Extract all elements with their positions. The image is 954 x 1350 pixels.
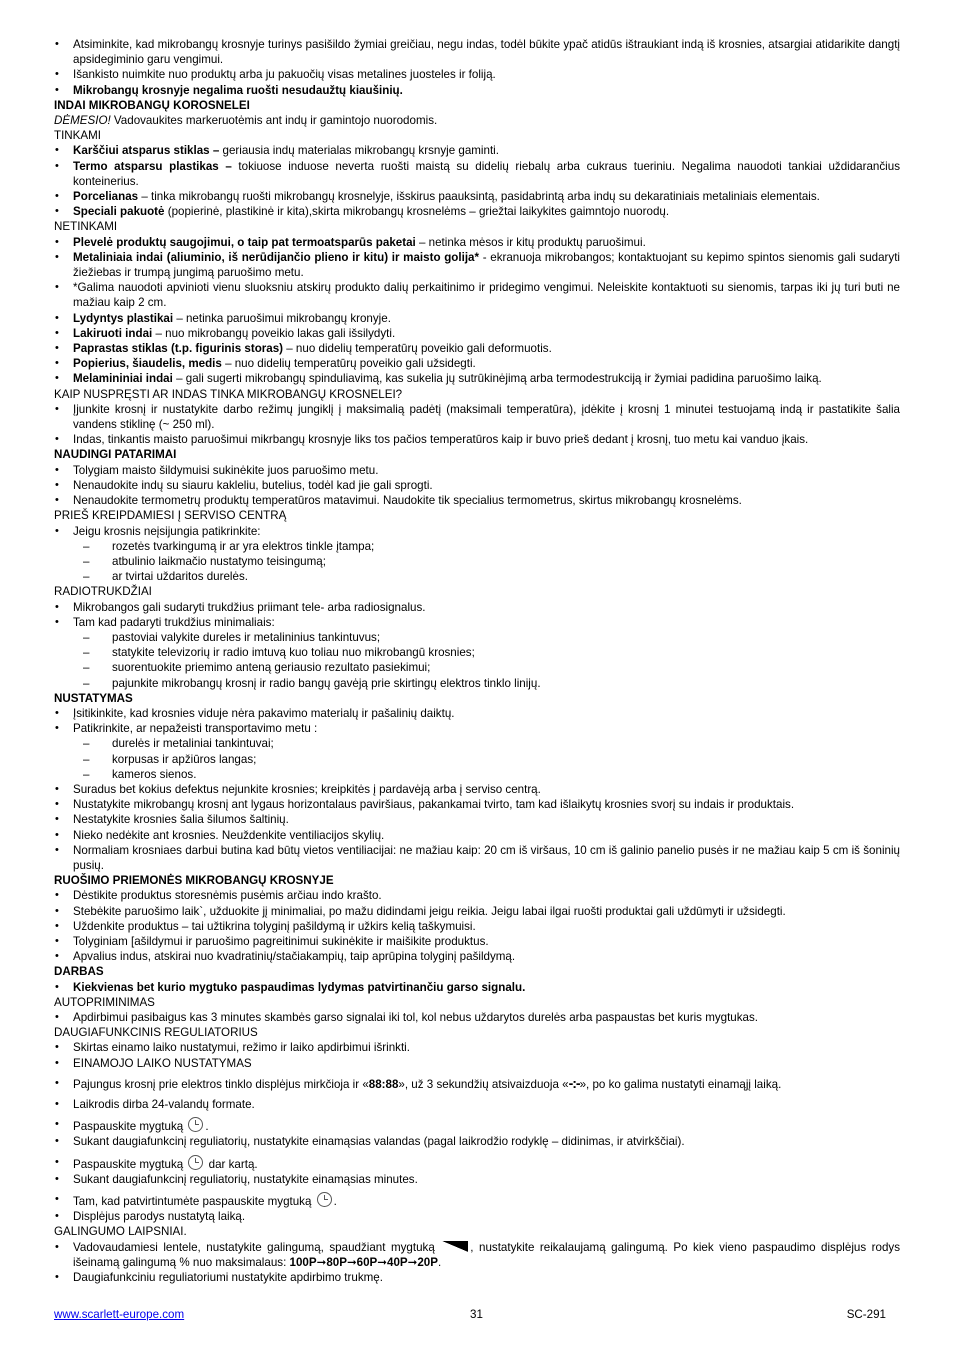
- section-heading: NUSTATYMAS: [54, 691, 133, 705]
- page-footer: [54, 1307, 900, 1323]
- bullet-item: • Lakiruoti indai – nuo mikrobangų poveikio lakas gali išsilydyti.: [54, 326, 900, 341]
- paragraph: RADIOTRUKDŽIAI: [54, 585, 152, 599]
- clock-icon: [317, 1192, 332, 1207]
- bullet-item: • Nestatykite krosnies šalia šilumos šaltinių.: [54, 812, 900, 827]
- page-number: 31: [470, 1308, 483, 1321]
- clock-icon: [188, 1155, 203, 1170]
- sub-item: – ar tvirtai uždaritos durelės.: [54, 569, 900, 584]
- sub-item: – korpusas ir apžiūros langas;: [54, 752, 900, 767]
- bullet-item: • Stebėkite paruošimo laik`, užduokite jį minimaliai, po mažu didindami jeigu reikia. Jeigu labai ilgai ruošti produktai gali uždūmyti ir užsidegti.: [54, 904, 900, 919]
- section-heading: RUOŠIMO PRIEMONĖS MIKROBANGŲ KROSNYJE: [54, 874, 334, 888]
- bullet-item: • Nenaudokite termometrų produktų temperatūros matavimui. Naudokite tik specialius termometrus, skirtus mikrobangų krosnelėms.: [54, 493, 900, 508]
- bullet-item: • Lydyntys plastikai – netinka paruošimui mikrobangų kronyje.: [54, 311, 900, 326]
- bullet-item: • Nieko nedėkite ant krosnies. Neuždenkite ventiliacijos skylių.: [54, 828, 900, 843]
- bullet-item: • EINAMOJO LAIKO NUSTATYMAS: [54, 1056, 900, 1071]
- bullet-item: • Termo atsparsu plastikas – tokiuose induose neverta ruošti maistą su didelių riebalų arba cukraus tueriniu. Negalima nauodoti tankiai uždidarančius konteinerius.: [54, 159, 900, 189]
- power-level-icon: [442, 1241, 468, 1252]
- bullet-item: • Daugiafunkciniu reguliatoriumi nustatykite apdirbimo trukmę.: [54, 1270, 900, 1285]
- bullet-item: • Tolyginiam [ašildymui ir paruošimo pagreitinimui sukinėkite ir maišikite produktus.: [54, 934, 900, 949]
- sub-item: – rozetės tvarkingumą ir ar yra elektros tinkle įtampa;: [54, 539, 900, 554]
- bullet-item: • Apdirbimui pasibaigus kas 3 minutes skambės garso signalai iki tol, kol nebus uždarytos durelės arba paspaustas bet kuris mygtukas.: [54, 1010, 900, 1025]
- bullet-item: • Vadovaudamiesi lentele, nustatykite galingumą, spaudžiant mygtuką , nustatykite reikalaujamą galingumą. Po kiek vieno paspaudimo displėjus rodys išeinamą galingumą % nuo maksimalaus: 100P➞80P➞60P➞40P➞20P.: [54, 1240, 900, 1270]
- bullet-item: • Sukant daugiafunkcinį reguliatorių, nustatykite einamąsias minutes.: [54, 1172, 900, 1187]
- bullet-item: • Uždenkite produktus – tai užtikrina tolyginį pašildymą ir užkirs kelią taškymuisi.: [54, 919, 900, 934]
- bullet-item: • Mikrobangų krosnyje negalima ruošti nesudaužtų kiaušinių.: [54, 83, 900, 98]
- bullet-item: • Nustatykite mikrobangų krosnį ant lygaus horizontalaus paviršiaus, pakankamai tvirto, tam kad išlaikytų krosnies svorį su indais ir produktais.: [54, 797, 900, 812]
- bullet-item: • Porcelianas – tinka mikrobangų ruošti mikrobangų krosnelyje, išskirus paauksintą, pasidabrintą arba indų su dekaratiniais metaliniais elementais.: [54, 189, 900, 204]
- bullet-item: • Pajungus krosnį prie elektros tinklo displėjus mirkčioja ir «88:88», už 3 sekundžių atsivaizduoja «-:-», po ko galima nustatyti einamąjį laiką.: [54, 1076, 900, 1092]
- bullet-item: • Paprastas stiklas (t.p. figurinis storas) – nuo didelių temperatūrų poveikio gali deformuotis.: [54, 341, 900, 356]
- bullet-item: • Indas, tinkantis maisto paruošimui mikrbangų krosnyje liks tos pačios temperatūros kaip ir buvo prieš dedant į krosnį, tuo metu kai vanduo įkais.: [54, 432, 900, 447]
- bullet-item: • Popierius, šiaudelis, medis – nuo didelių temperatūrų poveikio gali užsidegti.: [54, 356, 900, 371]
- paragraph: GALINGUMO LAIPSNIAI.: [54, 1225, 187, 1239]
- section-heading: NAUDINGI PATARIMAI: [54, 448, 177, 462]
- paragraph: NETINKAMI: [54, 220, 118, 234]
- bullet-item: • Laikrodis dirba 24-valandų formate.: [54, 1097, 900, 1112]
- bullet-item: • Mikrobangos gali sudaryti trukdžius priimant tele- arba radiosignalus.: [54, 600, 900, 615]
- clock-icon: [188, 1117, 203, 1132]
- paragraph: AUTOPRIMINIMAS: [54, 995, 155, 1009]
- sub-item: – durelės ir metaliniai tankintuvai;: [54, 736, 900, 751]
- sub-item: – suorentuokite priemimo anteną geriausio rezultato pasiekimui;: [54, 660, 900, 675]
- bullet-item: • Įsitikinkite, kad krosnies viduje nėra pakavimo materialų ir pašalinių daiktų.: [54, 706, 900, 721]
- website-link[interactable]: www.scarlett-europe.com: [54, 1308, 185, 1321]
- bullet-item: • *Galima nauodoti apvinioti vienu sluoksniu atskirų produkto dalių perkaitinimo ir pridegimo vengimui. Neleiskite kontaktuoti su sienomis, tarpas iki jų turi buti ne mažiau kaip 2 cm.: [54, 280, 900, 310]
- bullet-item: • Plevelė produktų saugojimui, o taip pat termoatsparūs paketai – netinka mėsos ir kitų produktų paruošimui.: [54, 235, 900, 250]
- bullet-item: • Paspauskite mygtuką dar kartą.: [54, 1155, 900, 1172]
- bullet-item: • Tolygiam maisto šildymuisi sukinėkite juos paruošimo metu.: [54, 463, 900, 478]
- bullet-item: • Displėjus parodys nustatytą laiką.: [54, 1209, 900, 1224]
- paragraph: DĖMESIO! Vadovaukites markeruotėmis ant indų ir gamintojo nuorodomis.: [54, 114, 438, 128]
- sub-item: – statykite televizorių ir radio imtuvą kuo toliau nuo mikrobangū krosnies;: [54, 645, 900, 660]
- bullet-item: • Metaliniaia indai (aliuminio, iš nerūdijančio plieno ir kitu) ir maisto golija* - ekranuoja mikrobangos; kontaktuojant su kepimo spintos sienomis gali sudaryti žiežiebas ir trumpą jungimą paruošimo metu.: [54, 250, 900, 280]
- section-heading: DARBAS: [54, 965, 104, 979]
- bullet-item: • Suradus bet kokius defektus nejunkite krosnies; kreipkitės į pardavėją arba į serviso centrą.: [54, 782, 900, 797]
- sub-item: – atbulinio laikmačio nustatymo teisingumą;: [54, 554, 900, 569]
- bullet-item: • Melamininiai indai – gali sugerti mikrobangų spinduliavimą, kas sukelia jų sutrūkinėjimą arba termodestrukciją ir žymiai padidina paruošimo laiką.: [54, 371, 900, 386]
- bullet-item: • Tam, kad patvirtintumėte paspauskite mygtuką .: [54, 1192, 900, 1209]
- document-body: [54, 37, 900, 1285]
- sub-item: – pajunkite mikrobangų krosnį ir radio bangų gavėją prie skirtingų elektros tinklo linijų.: [54, 676, 900, 691]
- bullet-item: • Sukant daugiafunkcinį reguliatorių, nustatykite einamąsias valandas (pagal laikrodžio rodyklę – didinimas, ir atvirkščiai).: [54, 1134, 900, 1149]
- sub-item: – pastoviai valykite dureles ir metalininius tankintuvus;: [54, 630, 900, 645]
- paragraph: KAIP NUSPRĘSTI AR INDAS TINKA MIKROBANGŲ KROSNELEI?: [54, 387, 403, 401]
- bullet-item: • Kiekvienas bet kurio mygtuko paspaudimas lydymas patvirtinančiu garso signalu.: [54, 980, 900, 995]
- section-heading: INDAI MIKROBANGŲ KOROSNELEI: [54, 98, 250, 112]
- bullet-item: • Skirtas einamo laiko nustatymui, režimo ir laiko apdirbimui išrinkti.: [54, 1040, 900, 1055]
- paragraph: DAUGIAFUNKCINIS REGULIATORIUS: [54, 1026, 258, 1040]
- bullet-item: • Išankisto nuimkite nuo produktų arba ju pakuočių visas metalines juosteles ir foliją.: [54, 67, 900, 82]
- paragraph: PRIEŠ KREIPDAMIESI Į SERVISO CENTRĄ: [54, 509, 287, 523]
- bullet-item: • Apvalius indus, atskirai nuo kvadratinių/stačiakampių, taip aprūpina tolyginį pašildymą.: [54, 949, 900, 964]
- bullet-item: • Normaliam krosniaes darbui butina kad būtų vietos ventiliacijai: ne mažiau kaip: 20 cm iš viršaus, 10 cm iš galinio panelio pusės ir ne mažiau kaip 5 cm iš šoninių pusių.: [54, 843, 900, 873]
- bullet-item: • Tam kad padaryti trukdžius minimaliais:: [54, 615, 900, 630]
- bullet-item: • Speciali pakuotė (popierinė, plastikinė ir kita),skirta mikrobangų krosnelėms – griežtai laikykites gaimntojo nuorodų.: [54, 204, 900, 219]
- bullet-item: • Įjunkite krosnį ir nustatykite darbo režimų jungiklį į maksimalią padėtį (maksimali temperatūra), įdėkite į krosnį 1 minutei testuojamą indą ir pastatikite šalia vandens stiklinę (~ 250 ml).: [54, 402, 900, 432]
- bullet-item: • Paspauskite mygtuką .: [54, 1117, 900, 1134]
- bullet-item: • Dėstikite produktus storesnėmis pusėmis arčiau indo krašto.: [54, 888, 900, 903]
- bullet-item: • Jeigu krosnis neįsijungia patikrinkite:: [54, 524, 900, 539]
- sub-item: – kameros sienos.: [54, 767, 900, 782]
- bullet-item: • Atsiminkite, kad mikrobangų krosnyje turinys pasišildo žymiai greičiau, negu indas, todėl būkite ypač atidūs ištraukiant indą iš krosnies, atsargiai atidarikite dangtį apsidegiminio garu vengimui.: [54, 37, 900, 67]
- model-number: SC-291: [846, 1308, 886, 1321]
- bullet-item: • Patikrinkite, ar nepažeisti transportavimo metu :: [54, 721, 900, 736]
- bullet-item: • Nenaudokite indų su siauru kakleliu, butelius, todėl kad jie gali sprogti.: [54, 478, 900, 493]
- paragraph: TINKAMI: [54, 129, 102, 143]
- bullet-item: • Karščiui atsparus stiklas – geriausia indų materialas mikrobangų krsnyje gaminti.: [54, 143, 900, 158]
